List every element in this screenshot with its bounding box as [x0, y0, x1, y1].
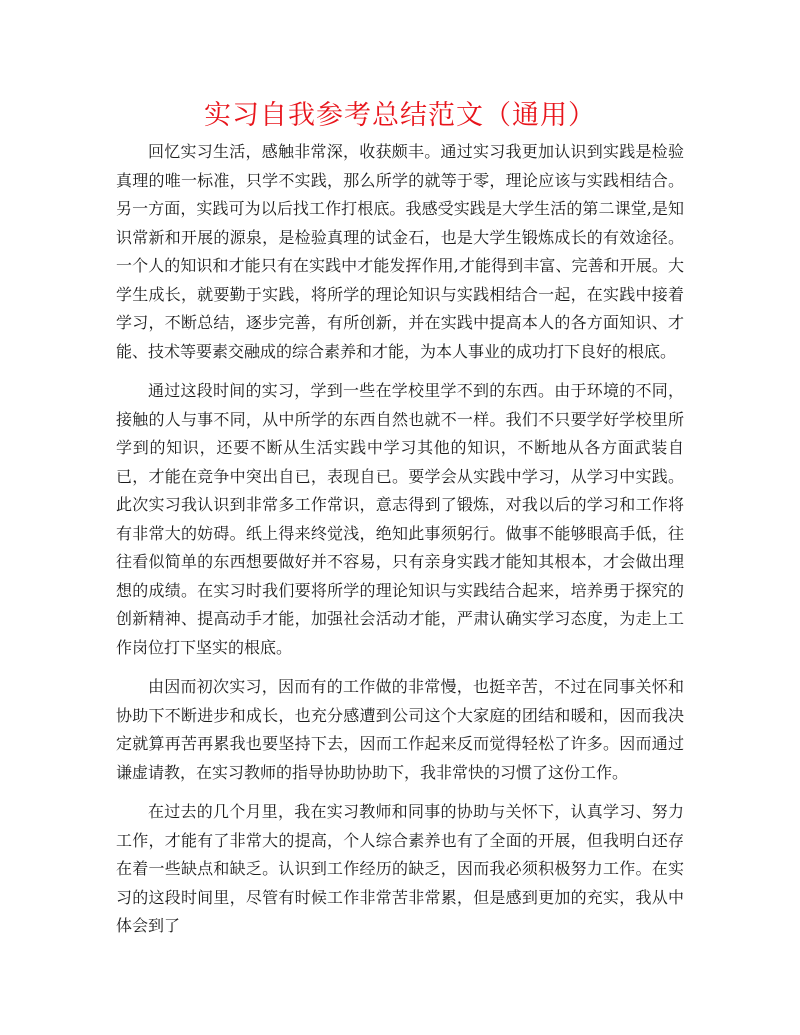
paragraph-2: 通过这段时间的实习，学到一些在学校里学不到的东西。由于环境的不同，接触的人与事不同，从中所学的东西自然也就不一样。我们不只要学好学校里所学到的知识，还要不断从生活实践中学习其他的知识，不断地从各方面武装自已，才能在竞争中突出自已，表现自已。要学会从实践中学习，从学习中实践。此次实习我认识到非常多工作常识，意志得到了锻炼，对我以后的学习和工作将有非常大的妨碍。纸上得来终觉浅，绝知此事须躬行。做事不能够眼高手低，往往看似简单的东西想要做好并不容易，只有亲身实践才能知其根本，才会做出理想的成绩。在实习时我们要将所学的理论知识与实践结合起来，培养勇于探究的创新精神、提高动手才能，加强社会活动才能，严肃认确实学习态度，为走上工作岗位打下坚实的根底。 — [116, 381, 684, 657]
paragraph-4: 在过去的几个月里，我在实习教师和同事的协助与关怀下，认真学习、努力工作，才能有了非常大的提高，个人综合素养也有了全面的开展，但我明白还存在着一些缺点和缺乏。认识到工作经历的缺乏，因而我必须积极努力工作。在实习的这段时间里，尽管有时候工作非常苦非常累，但是感到更加的充实，我从中体会到了 — [116, 802, 684, 935]
paragraph-1: 回忆实习生活，感触非常深，收获颇丰。通过实习我更加认识到实践是检验真理的唯一标准，只学不实践，那么所学的就等于零，理论应该与实践相结合。另一方面，实践可为以后找工作打根底。我感受实践是大学生活的第二课堂,是知识常新和开展的源泉，是检验真理的试金石，也是大学生锻炼成长的有效途径。一个人的知识和才能只有在实践中才能发挥作用,才能得到丰富、完善和开展。大学生成长，就要勤于实践，将所学的理论知识与实践相结合一起，在实践中接着学习，不断总结，逐步完善，有所创新，并在实践中提高本人的各方面知识、才能、技术等要素交融成的综合素养和才能，为本人事业的成功打下良好的根底。 — [116, 142, 684, 361]
document-body — [116, 138, 684, 952]
paragraph-3: 由因而初次实习，因而有的工作做的非常慢，也挺辛苦，不过在同事关怀和协助下不断进步和成长，也充分感遭到公司这个大家庭的团结和暖和，因而我决定就算再苦再累我也要坚持下去，因而工作起来反而觉得轻松了许多。因而通过谦虚请教，在实习教师的指导协助协助下，我非常快的习惯了这份工作。 — [116, 677, 684, 782]
document-title: 实习自我参考总结范文（通用） — [204, 100, 596, 131]
